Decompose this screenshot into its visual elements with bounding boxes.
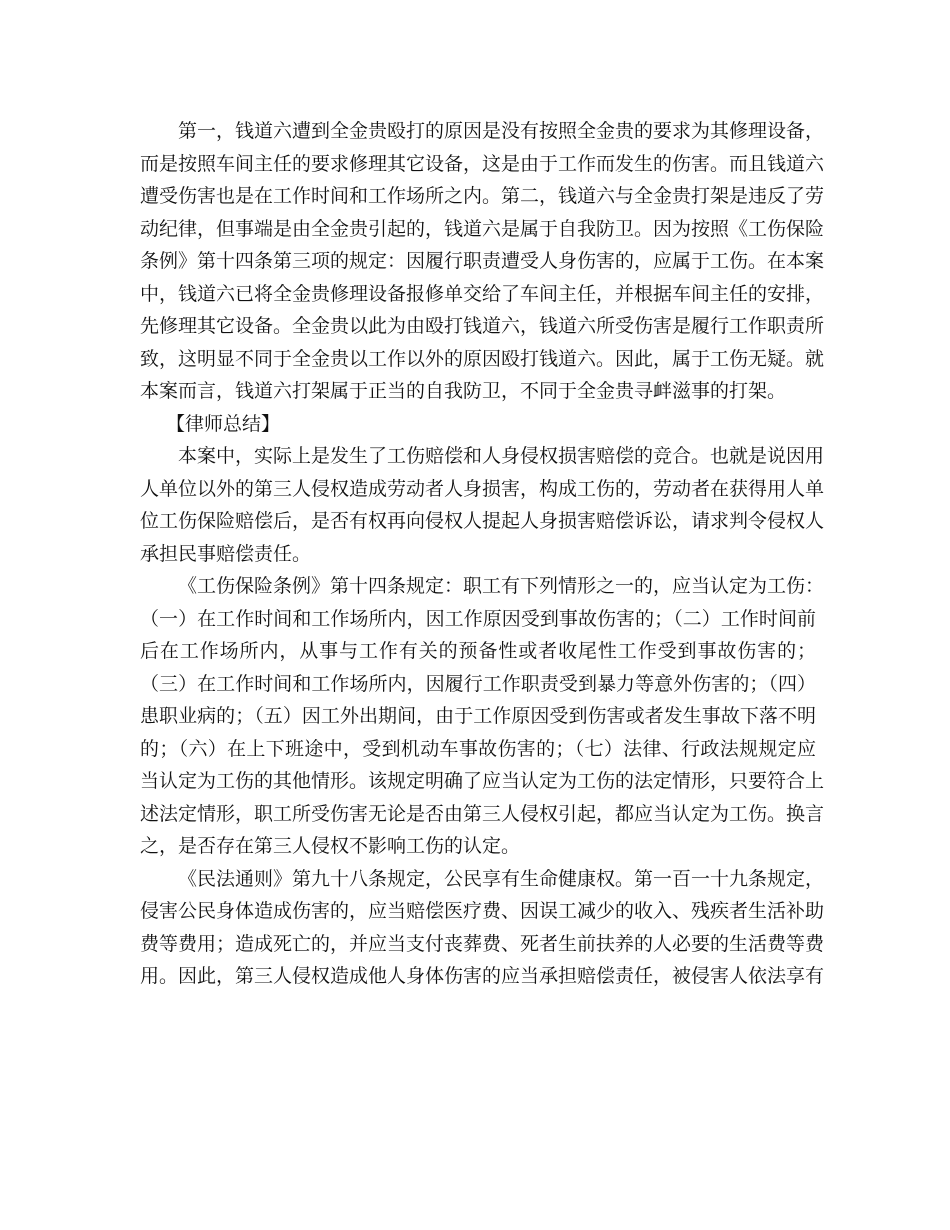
text-line: 致，这明显不同于全金贵以工作以外的原因殴打钱道六。因此，属于工伤无疑。就 [140,347,825,370]
text-line: 承担民事赔偿责任。 [140,542,312,565]
text-line: 中，钱道六已将全金贵修理设备报修单交给了车间主任，并根据车间主任的安排， [140,282,825,305]
text-line: 当认定为工伤的其他情形。该规定明确了应当认定为工伤的法定情形，只要符合上 [140,770,825,792]
text-line: 之，是否存在第三人侵权不影响工伤的认定。 [140,835,521,857]
document-body [140,115,825,993]
text-line: 费等费用；造成死亡的，并应当支付丧葬费、死者生前扶养的人必要的生活费等费 [140,932,825,955]
heading-text: 【律师总结】 [166,412,281,435]
text-line: 位工伤保险赔偿后，是否有权再向侵权人提起人身损害赔偿诉讼，请求判令侵权人 [140,510,825,532]
text-line: 《民法通则》第九十八条规定，公民享有生命健康权。第一百一十九条规定， [178,867,825,890]
paragraph-civil-law [140,863,825,993]
text-line: 而是按照车间主任的要求修理其它设备，这是由于工作而发生的伤害。而且钱道六 [140,152,825,175]
text-line: 遭受伤害也是在工作时间和工作场所之内。第二，钱道六与全金贵打架是违反了劳 [140,185,825,207]
text-line: 述法定情形，职工所受伤害无论是否由第三人侵权引起，都应当认定为工伤。换言 [140,802,825,825]
text-line: 《工伤保险条例》第十四条规定：职工有下列情形之一的，应当认定为工伤： [178,575,825,597]
section-heading [140,408,816,441]
text-line: （一）在工作时间和工作场所内，因工作原因受到事故伤害的；（二）工作时间前 [140,607,816,630]
text-line: 侵害公民身体造成伤害的，应当赔偿医疗费、因误工减少的收入、残疾者生活补助 [140,900,825,922]
text-line: 后在工作场所内，从事与工作有关的预备性或者收尾性工作受到事故伤害的； [140,640,816,662]
text-line: 的；（六）在上下班途中，受到机动车事故伤害的；（七）法律、行政法规规定应 [140,737,816,760]
text-line: 患职业病的；（五）因工外出期间，由于工作原因受到伤害或者发生事故下落不明 [140,705,816,727]
text-line: 第一，钱道六遭到全金贵殴打的原因是没有按照全金贵的要求为其修理设备， [178,120,825,142]
text-line: 条例》第十四条第三项的规定：因履行职责遭受人身伤害的，应属于工伤。在本案 [140,250,825,272]
text-line: 本案中，实际上是发生了工伤赔偿和人身侵权损害赔偿的竞合。也就是说因用 [178,445,825,467]
text-line: 先修理其它设备。全金贵以此为由殴打钱道六，钱道六所受伤害是履行工作职责所 [140,315,825,337]
paragraph-summary [140,440,825,570]
text-line: 本案而言，钱道六打架属于正当的自我防卫，不同于全金贵寻衅滋事的打架。 [140,380,787,402]
text-line: （三）在工作时间和工作场所内，因履行工作职责受到暴力等意外伤害的；（四） [140,672,816,695]
text-line: 动纪律，但事端是由全金贵引起的，钱道六是属于自我防卫。因为按照《工伤保险 [140,217,825,240]
paragraph-regulation [140,570,825,863]
paragraph-analysis [140,115,825,408]
text-line: 人单位以外的第三人侵权造成劳动者人身损害，构成工伤的，劳动者在获得用人单 [140,477,825,500]
text-line: 用。因此，第三人侵权造成他人身体伤害的应当承担赔偿责任，被侵害人依法享有 [140,965,825,987]
